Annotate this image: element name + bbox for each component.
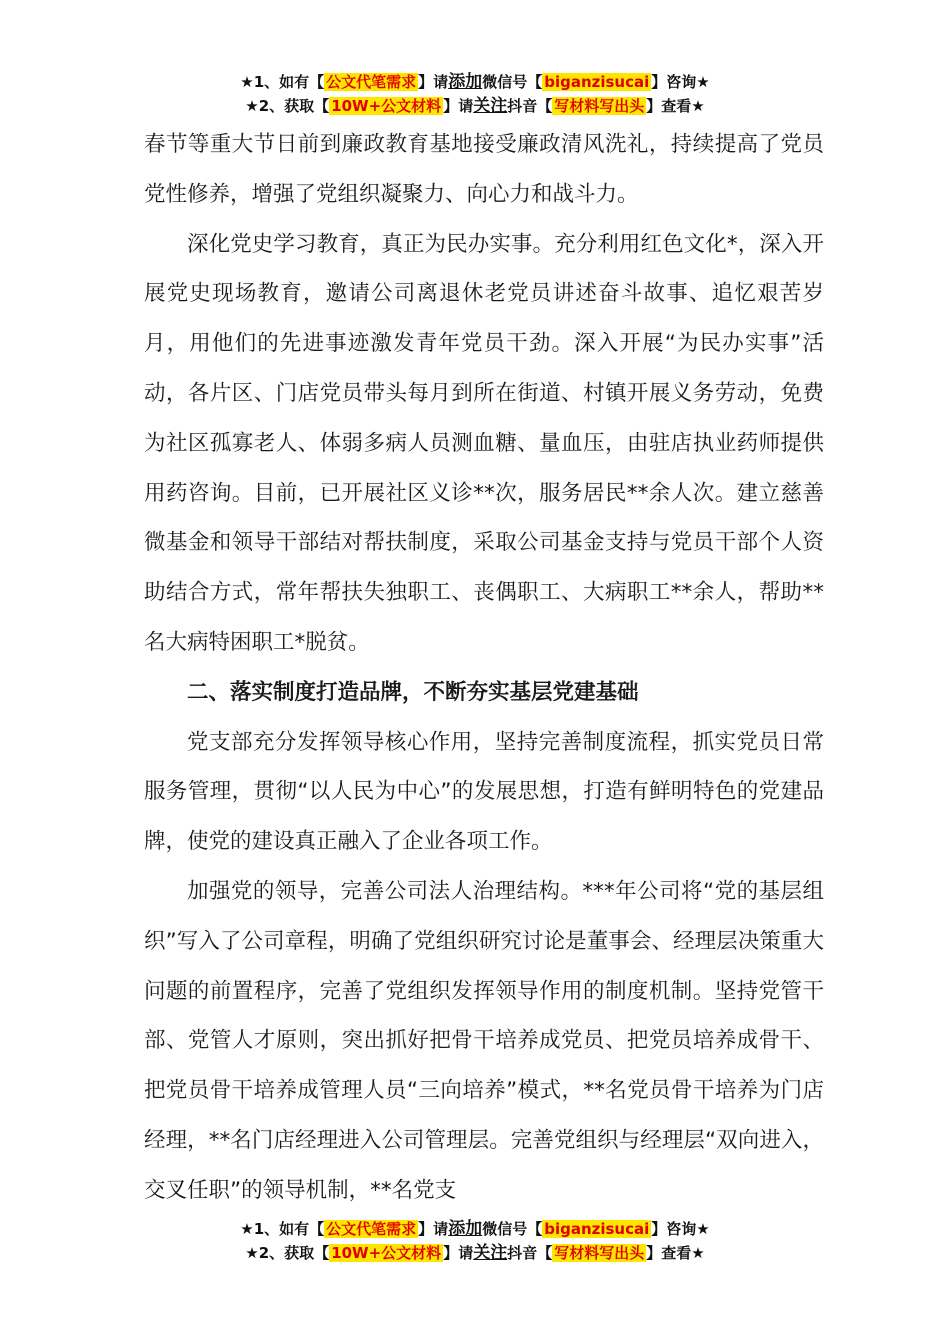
- promo-text: 1、如有【: [253, 1220, 325, 1238]
- promo-emphasis: 关注: [473, 1243, 508, 1263]
- promo-text: 】咨询★: [651, 73, 710, 91]
- promo-text: 】请: [418, 73, 449, 91]
- promo-text: 2、获取【: [258, 1244, 330, 1262]
- paragraph: 春节等重大节日前到廉政教育基地接受廉政清风洗礼，持续提高了党员党性修养，增强了党组织凝聚力、向心力和战斗力。: [144, 132, 824, 207]
- promo-text: 抖音【: [507, 1244, 553, 1262]
- star-icon: ★: [240, 73, 254, 91]
- promo-text: 】查看★: [646, 1244, 705, 1262]
- promo-emphasis: 添加: [448, 1219, 483, 1239]
- bottom-promo-banner: [0, 1217, 950, 1265]
- promo-text: 】咨询★: [651, 1220, 710, 1238]
- promo-text: 1、如有【: [253, 73, 325, 91]
- promo-emphasis: 添加: [448, 72, 483, 92]
- promo-text: 微信号【: [482, 1220, 543, 1238]
- promo-wechat-id: biganzisucai: [544, 1220, 650, 1238]
- promo-text: 】请: [418, 1220, 449, 1238]
- promo-emphasis: 关注: [473, 96, 508, 116]
- promo-douyin-account: 写材料写出头: [554, 97, 645, 115]
- section-heading: 二、落实制度打造品牌，不断夯实基层党建基础: [187, 679, 639, 705]
- document-body: [144, 120, 824, 1216]
- top-promo-banner: [0, 70, 950, 118]
- promo-line-2: [0, 94, 950, 118]
- promo-text: 】查看★: [646, 97, 705, 115]
- paragraph: 加强党的领导，完善公司法人治理结构。***年公司将“党的基层组织”写入了公司章程，明确了党组织研究讨论是董事会、经理层决策重大问题的前置程序，完善了党组织发挥领导作用的制度机制。坚持党管干部、党管人才原则，突出抓好把骨干培养成党员、把党员培养成骨干、把党员骨干培养成管理人员“三向培养”模式，**名党员骨干培养为门店经理，**名门店经理进入公司管理层。完善党组织与经理层“双向进入，交叉任职”的领导机制，**名党支: [144, 878, 824, 1203]
- promo-text: 】请: [443, 97, 474, 115]
- promo-wechat-id: biganzisucai: [544, 73, 650, 91]
- promo-line-2: [0, 1241, 950, 1265]
- promo-highlight: 公文代笔需求: [326, 73, 417, 91]
- promo-douyin-account: 写材料写出头: [554, 1244, 645, 1262]
- paragraph: 深化党史学习教育，真正为民办实事。充分利用红色文化*，深入开展党史现场教育，邀请公司离退休老党员讲述奋斗故事、追忆艰苦岁月，用他们的先进事迹激发青年党员干劲。深入开展“为民办实事”活动，各片区、门店党员带头每月到所在街道、村镇开展义务劳动，免费为社区孤寡老人、体弱多病人员测血糖、量血压，由驻店执业药师提供用药咨询。目前，已开展社区义诊**次，服务居民**余人次。建立慈善微基金和领导干部结对帮扶制度，采取公司基金支持与党员干部个人资助结合方式，常年帮扶失独职工、丧偶职工、大病职工**余人，帮助**名大病特困职工*脱贫。: [144, 231, 824, 655]
- promo-text: 抖音【: [507, 97, 553, 115]
- promo-text: 】请: [443, 1244, 474, 1262]
- star-icon: ★: [240, 1220, 254, 1238]
- promo-text: 微信号【: [482, 73, 543, 91]
- promo-line-1: [0, 1217, 950, 1241]
- promo-highlight: 公文代笔需求: [326, 1220, 417, 1238]
- promo-highlight: 10W+公文材料: [331, 1244, 442, 1262]
- paragraph: 党支部充分发挥领导核心作用，坚持完善制度流程，抓实党员日常服务管理，贯彻“以人民为中心”的发展思想，打造有鲜明特色的党建品牌，使党的建设真正融入了企业各项工作。: [144, 729, 824, 855]
- promo-line-1: [0, 70, 950, 94]
- star-icon: ★: [245, 1244, 259, 1262]
- promo-highlight: 10W+公文材料: [331, 97, 442, 115]
- promo-text: 2、获取【: [258, 97, 330, 115]
- star-icon: ★: [245, 97, 259, 115]
